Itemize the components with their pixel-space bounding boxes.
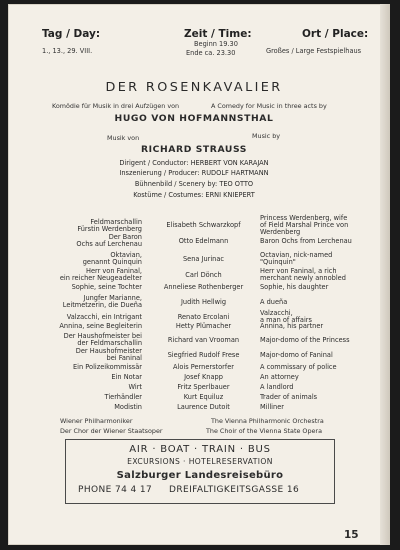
opera-title: DER ROSENKAVALIER [105, 80, 283, 95]
role-german: Modistin [114, 403, 142, 411]
composer: RICHARD STRAUSS [140, 144, 247, 155]
role-english: Herr von Faninal, a rich merchant newly annobled [260, 267, 346, 283]
role-english: A dueña [260, 297, 288, 306]
role-german: Der Haushofmeister bei der Feldmarschallin [63, 332, 142, 348]
role-english: Valzacchi, a man of affairs [260, 309, 312, 325]
role-english: Major-domo of the Princess [260, 335, 350, 344]
time-end: Ende ca. 23.30 [186, 49, 236, 57]
performer-name: Carl Dönch [185, 270, 222, 279]
advert-services: EXCURSIONS · HOTELRESERVATION [127, 457, 273, 466]
program-page [8, 4, 390, 545]
music-von-label: Musik von [107, 134, 140, 142]
performer-name: Judith Hellwig [180, 297, 227, 306]
page-number: 15 [344, 529, 359, 541]
performer-name: Hetty Plümacher [175, 322, 232, 330]
role-german: Oktavian, genannt Quinquin [82, 251, 142, 267]
role-german: Herr von Faninal, ein reicher Neugeadelter [59, 267, 142, 283]
page-spine [380, 4, 390, 545]
role-english: An attorney [260, 373, 299, 381]
performer-name: Anneliese Rothenberger [163, 283, 244, 291]
performer-name: Elisabeth Schwarzkopf [166, 221, 241, 230]
ensemble-orchestra-de: Wiener Philharmoniker [60, 417, 133, 425]
performer-name: Otto Edelmann [178, 236, 229, 245]
role-english: A landlord [260, 383, 294, 391]
role-english: Baron Ochs from Lerchenau [260, 236, 352, 245]
performer-name: Fritz Sperlbauer [177, 383, 230, 391]
subtitle-en: A Comedy for Music in three acts by [211, 102, 327, 110]
performer-name: Sena Jurinac [182, 254, 225, 263]
role-german: Tierhändler [104, 393, 142, 401]
performer-name: Josef Knapp [184, 373, 223, 381]
time-label: Zeit / Time: [184, 28, 252, 40]
role-german: Der Haushofmeister bei Faninal [75, 347, 142, 363]
date-value: 1., 13., 29. VIII. [42, 47, 93, 55]
performer-name: Alois Pernerstorfer [173, 363, 234, 371]
role-english: Princess Werdenberg, wife of Field Marshal Prince von Werdenberg [260, 214, 349, 237]
subtitle-de: Komödie für Musik in drei Aufzügen von [52, 102, 180, 110]
role-english: Sophie, his daughter [260, 283, 329, 291]
role-german: Ein Polizeikommissär [73, 363, 142, 371]
librettist: HUGO VON HOFMANNSTHAL [114, 113, 274, 124]
performer-name: Siegfried Rudolf Frese [167, 350, 240, 359]
role-german: Annina, seine Begleiterin [59, 322, 142, 330]
ensemble-choir-en: The Choir of the Vienna State Opera [206, 427, 322, 435]
role-german: Der Baron Ochs auf Lerchenau [76, 233, 142, 249]
credit-producer: Inszenierung / Producer: RUDOLF HARTMANN [119, 169, 269, 177]
role-german: Wirt [128, 383, 142, 391]
credit-scenery: Bühnenbild / Scenery by: TEO OTTO [134, 180, 254, 188]
role-english: Trader of animals [260, 393, 318, 401]
role-english: Milliner [260, 403, 284, 411]
travel-agency-advert [65, 439, 335, 504]
ensemble-orchestra-en: The Vienna Philharmonic Orchestra [211, 417, 324, 425]
time-begin: Beginn 19.30 [194, 40, 238, 48]
credit-conductor: Dirigent / Conductor: HERBERT VON KARAJAN [119, 159, 269, 167]
date-label: Tag / Day: [42, 28, 101, 40]
advert-agency-name: Salzburger Landesreisebüro [116, 470, 284, 481]
music-by-label: Music by [252, 132, 281, 140]
ensemble-choir-de: Der Chor der Wiener Staatsoper [60, 427, 163, 435]
performer-name: Richard van Vrooman [167, 335, 240, 344]
performer-name: Renato Ercolani [177, 312, 230, 321]
role-german: Valzacchi, ein Intrigant [66, 312, 142, 321]
place-label: Ort / Place: [302, 28, 369, 40]
place-value: Großes / Large Festspielhaus [266, 47, 362, 55]
role-german: Feldmarschallin Fürstin Werdenberg [77, 217, 142, 233]
advert-address: DREIFALTIGKEITSGASSE 16 [169, 485, 300, 495]
role-english: Annina, his partner [260, 322, 324, 330]
role-german: Sophie, seine Tochter [71, 283, 142, 291]
role-english: Major-domo of Faninal [260, 350, 333, 359]
advert-phone: PHONE 74 4 17 [78, 485, 153, 495]
role-english: Octavian, nick-named "Quinquin" [260, 251, 333, 267]
performer-name: Laurence Dutoit [177, 403, 230, 411]
credit-costumes: Kostüme / Costumes: ERNI KNIEPERT [133, 191, 255, 199]
performer-name: Kurt Equiluz [183, 393, 224, 401]
role-german: Ein Notar [111, 373, 142, 381]
role-german: Jungfer Marianne, Leitmetzerin, die Dueña [62, 294, 142, 310]
role-english: A commissary of police [260, 363, 337, 371]
advert-transport-modes: AIR · BOAT · TRAIN · BUS [129, 444, 271, 455]
